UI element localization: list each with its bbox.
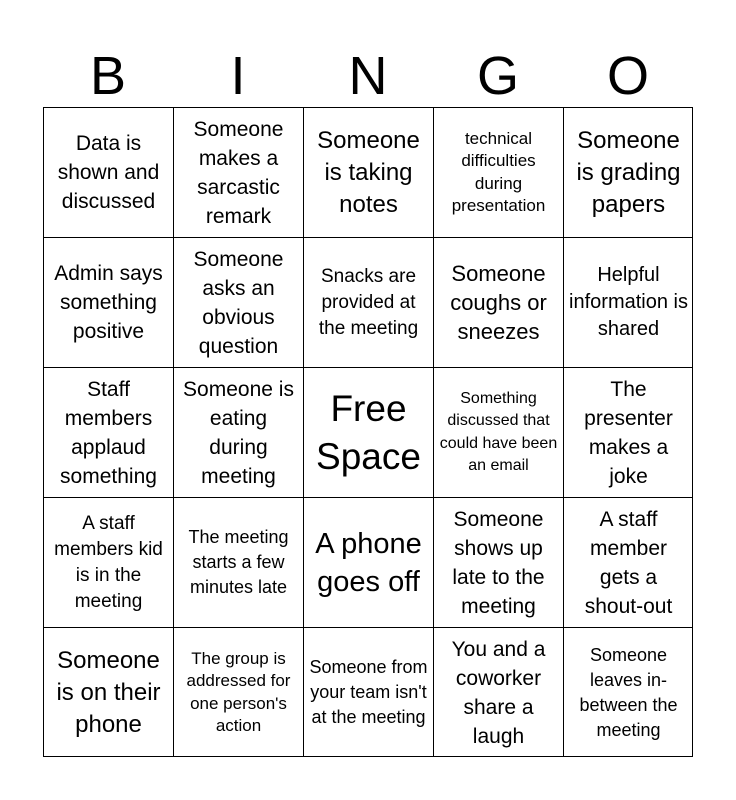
bingo-cell[interactable] bbox=[173, 237, 303, 367]
cell-text: Snacks are provided at the meeting bbox=[318, 265, 419, 339]
bingo-cell[interactable] bbox=[173, 367, 303, 497]
bingo-cell[interactable] bbox=[303, 107, 433, 237]
header-letter-o: O bbox=[606, 46, 649, 106]
bingo-cell[interactable] bbox=[563, 627, 693, 757]
bingo-header bbox=[43, 44, 693, 108]
cell-text: You and a coworker share a laugh bbox=[451, 637, 546, 748]
bingo-cell[interactable] bbox=[43, 237, 173, 367]
bingo-cell[interactable] bbox=[303, 627, 433, 757]
cell-text: Staff members applaud something bbox=[60, 377, 157, 488]
cell-text: Data is shown and discussed bbox=[57, 132, 160, 213]
bingo-cell[interactable] bbox=[173, 107, 303, 237]
bingo-cell[interactable] bbox=[173, 627, 303, 757]
header-letter-g: G bbox=[476, 46, 519, 106]
free-space-text: Free Space bbox=[316, 387, 421, 477]
bingo-cell[interactable] bbox=[563, 367, 693, 497]
bingo-cell[interactable] bbox=[563, 497, 693, 627]
bingo-cell[interactable] bbox=[43, 497, 173, 627]
bingo-cell[interactable] bbox=[433, 497, 563, 627]
header-letter-b: B bbox=[89, 46, 127, 106]
bingo-cell free-space[interactable] bbox=[303, 367, 433, 497]
bingo-cell[interactable] bbox=[563, 107, 693, 237]
bingo-cell[interactable] bbox=[433, 107, 563, 237]
cell-text: Admin says something positive bbox=[54, 262, 163, 343]
cell-text: A phone goes off bbox=[315, 527, 422, 598]
cell-text: Helpful information is shared bbox=[569, 264, 688, 340]
bingo-cell[interactable] bbox=[303, 497, 433, 627]
bingo-cell[interactable] bbox=[43, 367, 173, 497]
cell-text: Someone is eating during meeting bbox=[183, 377, 294, 488]
cell-text: The group is addressed for one person's action bbox=[186, 648, 291, 735]
bingo-grid bbox=[43, 107, 693, 757]
cell-text: Someone leaves in-between the meeting bbox=[579, 644, 678, 740]
cell-text: Someone is grading papers bbox=[576, 126, 681, 218]
header-letter-i: I bbox=[230, 46, 246, 106]
bingo-cell[interactable] bbox=[43, 627, 173, 757]
bingo-cell[interactable] bbox=[303, 237, 433, 367]
cell-text: Someone asks an obvious question bbox=[193, 247, 284, 358]
cell-text: The meeting starts a few minutes late bbox=[188, 527, 289, 597]
cell-text: Someone from your team isn't at the meeting bbox=[309, 657, 428, 727]
bingo-cell[interactable] bbox=[433, 237, 563, 367]
cell-text: Someone shows up late to the meeting bbox=[452, 507, 545, 618]
cell-text: technical difficulties during presentation bbox=[451, 128, 546, 215]
cell-text: Something discussed that could have been an email bbox=[439, 389, 558, 474]
bingo-cell[interactable] bbox=[173, 497, 303, 627]
cell-text: Someone makes a sarcastic remark bbox=[193, 117, 284, 228]
cell-text: Someone is on their phone bbox=[56, 646, 161, 738]
header-letter-n: N bbox=[348, 46, 388, 106]
cell-text: The presenter makes a joke bbox=[584, 377, 673, 488]
cell-text: Someone is taking notes bbox=[317, 126, 420, 218]
cell-text: A staff member gets a shout-out bbox=[584, 507, 673, 618]
bingo-cell[interactable] bbox=[433, 367, 563, 497]
bingo-cell[interactable] bbox=[563, 237, 693, 367]
cell-text: Someone coughs or sneezes bbox=[450, 261, 547, 344]
bingo-cell[interactable] bbox=[433, 627, 563, 757]
bingo-cell[interactable] bbox=[43, 107, 173, 237]
cell-text: A staff members kid is in the meeting bbox=[54, 512, 163, 612]
